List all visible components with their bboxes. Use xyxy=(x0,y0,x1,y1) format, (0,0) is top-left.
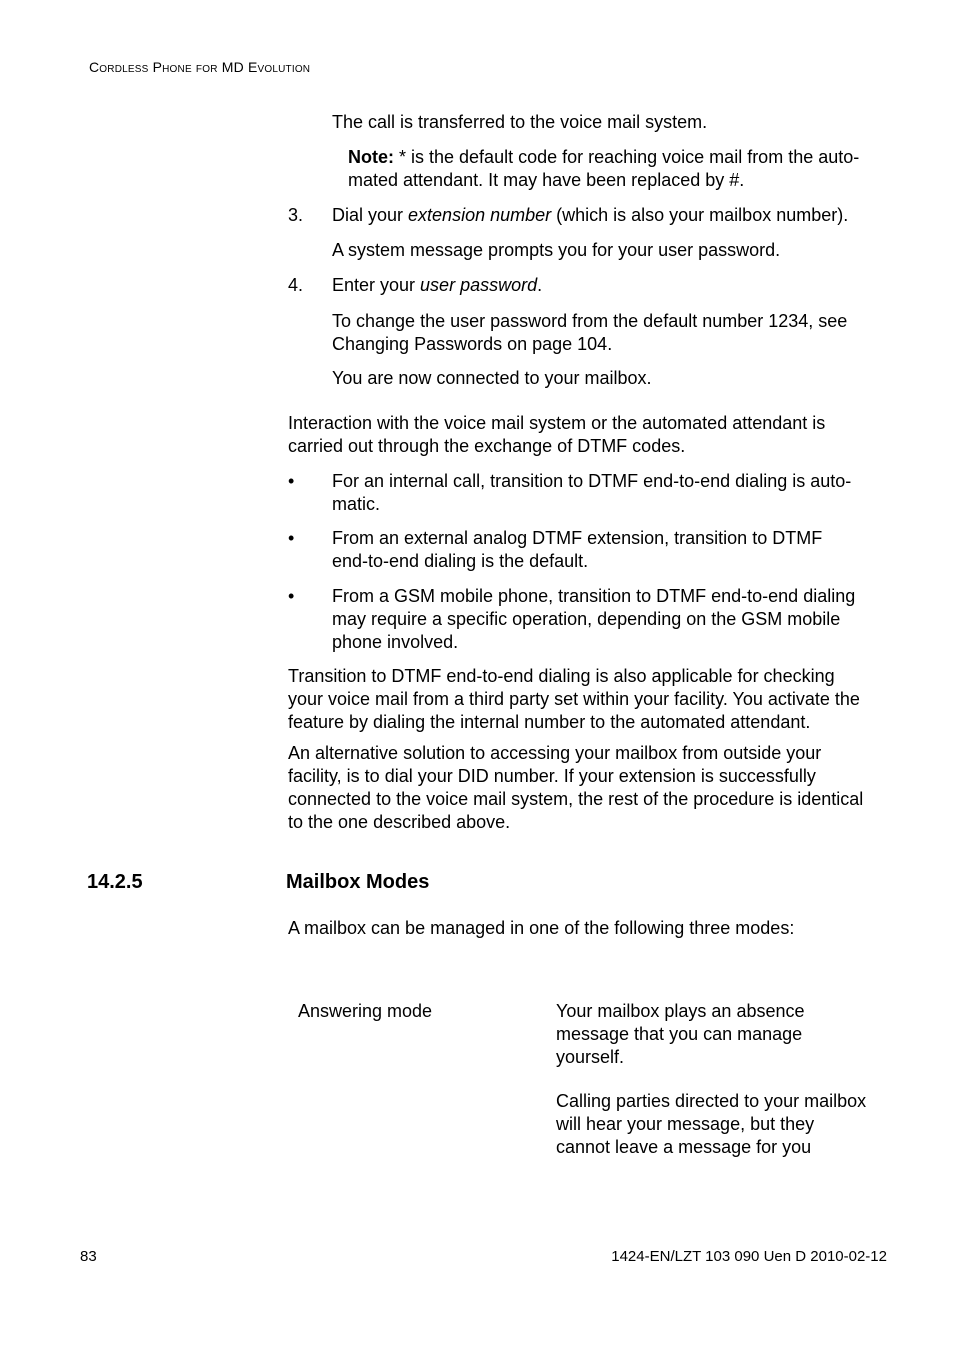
bullet-line: For an internal call, transition to DTMF end-to-end dialing is auto- xyxy=(332,471,852,491)
bullet-symbol: • xyxy=(288,528,295,548)
mode-name: Answering mode xyxy=(298,1001,433,1021)
mode-description xyxy=(556,1090,866,1159)
step-text xyxy=(332,204,848,227)
step-followup xyxy=(332,310,847,356)
bullet-line: From a GSM mobile phone, transition to DTMF end-to-end dialing xyxy=(332,586,856,606)
mode-desc-line: Your mailbox plays an absence xyxy=(556,1001,805,1021)
step-followup: A system message prompts you for your user password. xyxy=(332,240,781,260)
paragraph-line: carried out through the exchange of DTMF codes. xyxy=(288,436,686,456)
mode-desc-line: cannot leave a message for you xyxy=(556,1137,812,1157)
bullet-symbol: • xyxy=(288,471,295,491)
paragraph-line: connected to the voice mail system, the rest of the procedure is identical xyxy=(288,789,864,809)
transition-paragraph xyxy=(288,665,860,734)
note-text-line2: mated attendant. It may have been replaced by #. xyxy=(348,170,745,190)
step-prefix: Dial your xyxy=(332,205,409,225)
bullet-item xyxy=(332,470,851,516)
note-label: Note: xyxy=(348,147,394,167)
step-suffix: (which is also your mailbox number). xyxy=(551,205,849,225)
bullet-line: From an external analog DTMF extension, transition to DTMF xyxy=(332,528,823,548)
step-emphasis: user password xyxy=(420,275,538,295)
step-followup: You are now connected to your mailbox. xyxy=(332,368,652,388)
bullet-symbol: • xyxy=(288,586,295,606)
step-followup-line: Changing Passwords on page 104. xyxy=(332,334,613,354)
note-text-line1: * is the default code for reaching voice mail from the auto- xyxy=(394,147,860,167)
bullet-item xyxy=(332,527,822,573)
paragraph-line: Interaction with the voice mail system or the automated attendant is xyxy=(288,413,826,433)
interaction-paragraph xyxy=(288,412,825,458)
step-number: 3. xyxy=(288,205,304,225)
paragraph-line: your voice mail from a third party set within your facility. You activate the xyxy=(288,689,860,709)
mode-desc-line: message that you can manage xyxy=(556,1024,803,1044)
running-header: Cordless Phone for MD Evolution xyxy=(89,59,311,75)
mode-desc-line: will hear your message, but they xyxy=(556,1114,815,1134)
section-number: 14.2.5 xyxy=(87,871,143,893)
step-emphasis: extension number xyxy=(408,205,552,225)
mode-desc-line: Calling parties directed to your mailbox xyxy=(556,1091,867,1111)
alternative-paragraph xyxy=(288,742,863,834)
step-number: 4. xyxy=(288,275,304,295)
page-number: 83 xyxy=(80,1248,97,1265)
transfer-text: The call is transferred to the voice mail system. xyxy=(332,112,708,132)
step-suffix: . xyxy=(537,275,543,295)
paragraph-line: feature by dialing the internal number to the automated attendant. xyxy=(288,712,811,732)
note-block xyxy=(348,146,859,192)
step-prefix: Enter your xyxy=(332,275,421,295)
document-id: 1424-EN/LZT 103 090 Uen D 2010-02-12 xyxy=(611,1248,887,1265)
bullet-line: matic. xyxy=(332,494,381,514)
paragraph-line: to the one described above. xyxy=(288,812,511,832)
section-intro: A mailbox can be managed in one of the following three modes: xyxy=(288,918,795,938)
bullet-line: phone involved. xyxy=(332,632,459,652)
paragraph-line: facility, is to dial your DID number. If your extension is successfully xyxy=(288,766,816,786)
bullet-item xyxy=(332,585,855,654)
paragraph-line: An alternative solution to accessing your mailbox from outside your xyxy=(288,743,822,763)
mode-desc-line: yourself. xyxy=(556,1047,625,1067)
step-text xyxy=(332,274,542,297)
section-title: Mailbox Modes xyxy=(286,871,430,893)
paragraph-line: Transition to DTMF end-to-end dialing is also applicable for checking xyxy=(288,666,835,686)
bullet-line: may require a specific operation, depending on the GSM mobile xyxy=(332,609,841,629)
mode-description xyxy=(556,1000,805,1069)
bullet-line: end-to-end dialing is the default. xyxy=(332,551,589,571)
step-followup-line: To change the user password from the default number 1234, see xyxy=(332,311,848,331)
